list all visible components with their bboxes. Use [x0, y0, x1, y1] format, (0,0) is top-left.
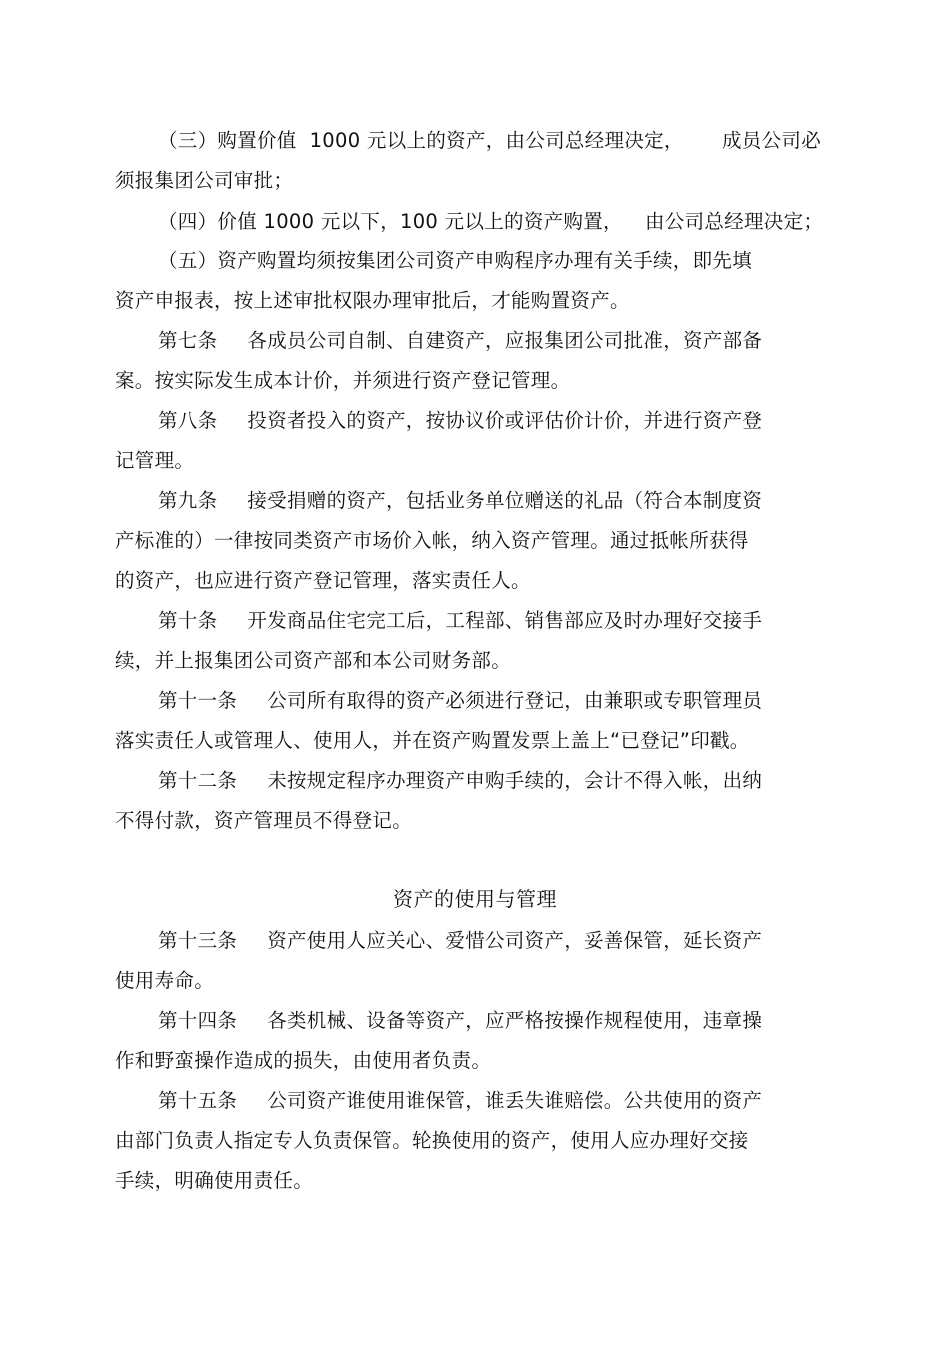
- article-8-line-1: [158, 409, 762, 433]
- article-9-line-1: [158, 489, 762, 513]
- article-15-line-2: 由部门负责人指定专人负责保管。轮换使用的资产，使用人应办理好交接: [115, 1129, 749, 1152]
- article-14-label: 第十四条: [158, 1009, 238, 1032]
- article-12-line-2: 不得付款，资产管理员不得登记。: [115, 809, 413, 832]
- article-10-line-2: 续，并上报集团公司资产部和本公司财务部。: [115, 649, 512, 672]
- item-5-line-1: （五）资产购置均须按集团公司资产申购程序办理有关手续，即先填: [158, 249, 753, 272]
- article-12-line-1: [158, 769, 762, 793]
- item-3-line-2: 须报集团公司审批；: [115, 169, 294, 192]
- article-9-line-2: 产标准的）一律按同类资产市场价入帐，纳入资产管理。通过抵帐所获得: [115, 529, 749, 552]
- article-9-text: 接受捐赠的资产，包括业务单位赠送的礼品（符合本制度资: [247, 489, 763, 512]
- article-13-label: 第十三条: [158, 929, 238, 952]
- article-14-line-1: [158, 1009, 762, 1033]
- article-9-label: 第九条: [158, 489, 218, 512]
- article-14-text: 各类机械、设备等资产，应严格按操作规程使用，违章操: [267, 1009, 763, 1032]
- article-7-text: 各成员公司自制、自建资产，应报集团公司批准，资产部备: [247, 329, 763, 352]
- article-14-line-2: 作和野蛮操作造成的损失，由使用者负责。: [115, 1049, 492, 1072]
- article-9-line-3: 的资产，也应进行资产登记管理，落实责任人。: [115, 569, 531, 592]
- article-11-line-1: [158, 689, 762, 713]
- article-15-line-1: [158, 1089, 762, 1113]
- article-10-text: 开发商品住宅完工后，工程部、销售部应及时办理好交接手: [247, 609, 763, 632]
- article-8-line-2: 记管理。: [115, 449, 195, 472]
- article-10-label: 第十条: [158, 609, 218, 632]
- article-7-label: 第七条: [158, 329, 218, 352]
- article-7-line-1: [158, 329, 762, 353]
- article-11-line-2: 落实责任人或管理人、使用人，并在资产购置发票上盖上“已登记”印戳。: [115, 729, 750, 752]
- article-7-line-2: 案。按实际发生成本计价，并须进行资产登记管理。: [115, 369, 571, 392]
- article-15-line-3: 手续，明确使用责任。: [115, 1169, 314, 1192]
- article-15-text: 公司资产谁使用谁保管，谁丢失谁赔偿。公共使用的资产: [267, 1089, 763, 1112]
- article-10-line-1: [158, 609, 762, 633]
- article-11-label: 第十一条: [158, 689, 238, 712]
- article-15-label: 第十五条: [158, 1089, 238, 1112]
- item-4-line-1: （四）价值 1000 元以下，100 元以上的资产购置，: [158, 210, 623, 233]
- item-3-text: （三）购置价值 1000 元以上的资产，由公司总经理决定，: [158, 129, 684, 152]
- article-12-label: 第十二条: [158, 769, 238, 792]
- section-title: 资产的使用与管理: [393, 887, 557, 911]
- item-3-line-1: [158, 129, 684, 153]
- item-5-line-2: 资产申报表，按上述审批权限办理审批后，才能购置资产。: [115, 289, 630, 312]
- item-3-line-1-tail: 成员公司必: [722, 129, 822, 152]
- article-12-text: 未按规定程序办理资产申购手续的，会计不得入帐，出纳: [267, 769, 763, 792]
- article-8-text: 投资者投入的资产，按协议价或评估价计价，并进行资产登: [247, 409, 763, 432]
- article-13-line-2: 使用寿命。: [115, 969, 215, 992]
- article-8-label: 第八条: [158, 409, 218, 432]
- article-13-line-1: [158, 929, 762, 953]
- article-13-text: 资产使用人应关心、爱惜公司资产，妥善保管，延长资产: [267, 929, 763, 952]
- item-4-line-1-tail: 由公司总经理决定；: [645, 210, 824, 233]
- article-11-text: 公司所有取得的资产必须进行登记，由兼职或专职管理员: [267, 689, 763, 712]
